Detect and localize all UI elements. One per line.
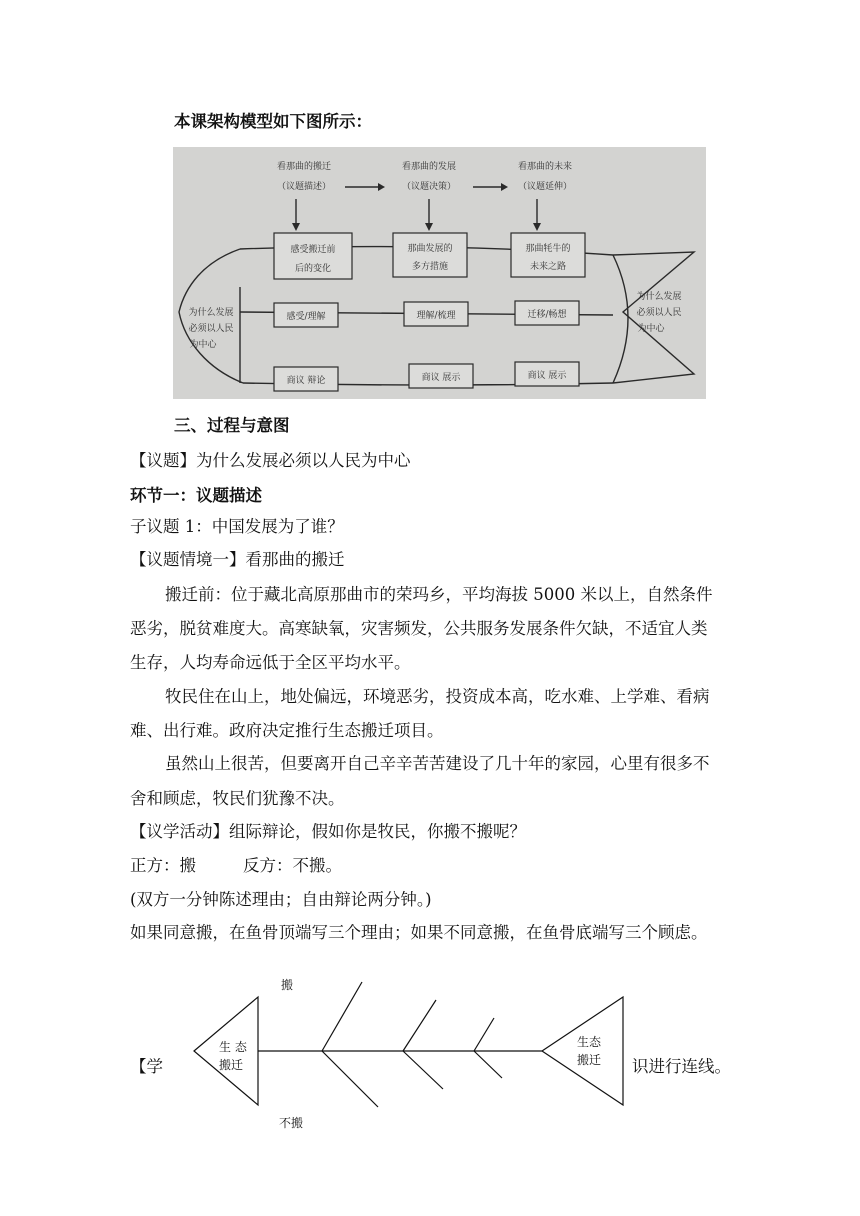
box-2-3: 迁移/畅想 (527, 310, 567, 320)
instruction: 如果同意搬，在鱼骨顶端写三个理由；如果不同意搬，在鱼骨底端写三个顾虑。 (130, 923, 708, 942)
head-triangle (542, 997, 623, 1105)
bottom-label-no-move: 不搬 (279, 1116, 304, 1130)
activity-tag: 【议学活动】 (130, 822, 229, 841)
step-2-sub: （议题决策） (401, 182, 457, 192)
stage-heading: 环节一：议题描述 (130, 486, 262, 505)
fishbone-worksheet (170, 972, 630, 1137)
pro-side: 正方：搬 (130, 856, 196, 875)
tail-text-1: 为什么发展 (188, 308, 234, 318)
sub-topic: 子议题 1：中国发展为了谁？ (130, 517, 344, 536)
topic-text: 为什么发展必须以人民为中心 (196, 451, 411, 470)
paragraph-3-line-2: 舍和顾虑，牧民们犹豫不决。 (130, 789, 345, 808)
box-1-1-line2: 后的变化 (294, 264, 332, 274)
box-1-3-line1: 那曲牦牛的 (525, 244, 571, 254)
activity-line (130, 822, 526, 842)
activity-text: 组际辩论，假如你是牧民，你搬不搬呢？ (229, 822, 526, 841)
head-text-3: 为中心 (637, 324, 665, 334)
paragraph-1-line-3: 生存，人均寿命远低于全区平均水平。 (130, 653, 411, 672)
box-3-2: 商议 展示 (421, 373, 461, 383)
paragraph-2-line-2: 难、出行难。政府决定推行生态搬迁项目。 (130, 721, 444, 740)
con-side: 反方：不搬。 (243, 856, 342, 875)
paragraph-1-line-2: 恶劣，脱贫难度大。高寒缺氧，灾害频发，公共服务发展条件欠缺，不适宜人类 (130, 619, 708, 638)
tail-label-2: 搬迁 (219, 1058, 244, 1072)
head-text-1: 为什么发展 (636, 292, 682, 302)
head-text-2: 必须以人民 (636, 308, 682, 318)
box-1-3-line2: 未来之路 (529, 262, 567, 272)
paragraph-1-line-1: 搬迁前：位于藏北高原那曲市的荣玛乡，平均海拔 5000 米以上，自然条件 (165, 585, 713, 604)
cut-text-left: 【学 (130, 1057, 163, 1076)
box-3-1: 商议 辩论 (286, 376, 326, 386)
head-label-1: 生态 (577, 1035, 602, 1049)
section-heading: 三、过程与意图 (174, 416, 290, 435)
tail-text-3: 为中心 (189, 340, 217, 350)
box-3-3: 商议 展示 (527, 371, 567, 381)
situation-tag: 【议题情境一】 (130, 550, 246, 569)
situation-text: 看那曲的搬迁 (245, 550, 345, 569)
box-1-1-line1: 感受搬迁前 (290, 245, 336, 255)
box-2-2: 理解/梳理 (416, 311, 456, 321)
step-1-title: 看那曲的搬迁 (276, 162, 332, 172)
top-label-move: 搬 (281, 978, 294, 992)
paragraph-2-line-1: 牧民住在山上，地处偏远，环境恶劣，投资成本高，吃水难、上学难、看病 (165, 687, 710, 706)
head-label-2: 搬迁 (577, 1053, 602, 1067)
debate-rule: (双方一分钟陈述理由；自由辩论两分钟。) (130, 890, 432, 909)
step-3-sub: （议题延伸） (517, 182, 573, 192)
box-1-2-line2: 多方措施 (411, 262, 449, 272)
topic-tag: 【议题】 (130, 451, 196, 470)
topic-line (130, 451, 411, 471)
step-2-title: 看那曲的发展 (401, 162, 457, 172)
step-1-sub: （议题描述） (276, 182, 332, 192)
paragraph-3-line-1: 虽然山上很苦，但要离开自己辛辛苦苦建设了几十年的家园，心里有很多不 (165, 754, 710, 773)
box-1-2-line1: 那曲发展的 (407, 244, 453, 254)
course-framework-diagram (173, 147, 706, 399)
step-3-title: 看那曲的未来 (517, 162, 573, 172)
cut-text-right: 识进行连线。 (632, 1057, 731, 1076)
box-2-1: 感受/理解 (286, 312, 326, 322)
tail-text-2: 必须以人民 (188, 324, 234, 334)
tail-label-1: 生 态 (219, 1040, 247, 1054)
intro-caption: 本课架构模型如下图所示： (174, 112, 372, 131)
situation-line (130, 550, 345, 570)
